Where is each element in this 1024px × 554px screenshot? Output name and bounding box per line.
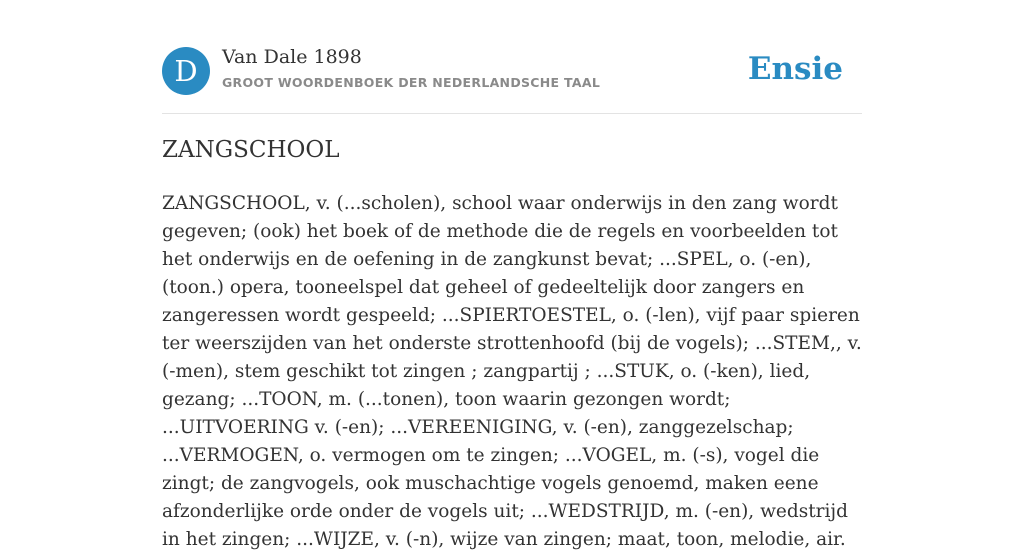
header-divider [162,113,862,114]
source-subtitle: GROOT WOORDENBOEK DER NEDERLANDSCHE TAAL [222,75,601,90]
source-header [162,46,862,96]
entry-headword: ZANGSCHOOL [162,137,340,163]
source-title-link[interactable]: Van Dale 1898 [222,46,362,68]
source-logo-icon[interactable]: D [162,47,210,95]
ensie-logo-link[interactable]: Ensie [747,51,843,87]
entry-definition: ZANGSCHOOL, v. (...scholen), school waar onderwijs in den zang wordt gegeven; (ook) het boek of de methode die de regels en voorbeelden tot het onderwijs en de oefening in de zangkunst bevat; ...SPEL, o. (-en), (toon.) opera, tooneelspel dat geheel of gedeeltelijk door zangers en zangeressen wordt gespeeld; ...SPIERTOESTEL, o. (-len), vijf paar spieren ter weerszijden van het onderste strottenhoofd (bij de vogels); ...STEM,, v. (-men), stem geschikt tot zingen ; zangpartij ; ...STUK, o. (-ken), lied, gezang; ...TOON, m. (...tonen), toon waarin gezongen wordt; ...UITVOERING v. (-en); ...VEREENIGING, v. (-en), zanggezelschap; ...VERMOGEN, o. vermogen om te zingen; ...VOGEL, m. (-s), vogel die zingt; de zangvogels, ook muschachtige vogels genoemd, maken eene afzonderlijke orde onder de vogels uit; ...WEDSTRIJD, m. (-en), wedstrijd in het zingen; ...WIJZE, v. (-n), wijze van zingen; maat, toon, melodie, air. [162,193,862,550]
